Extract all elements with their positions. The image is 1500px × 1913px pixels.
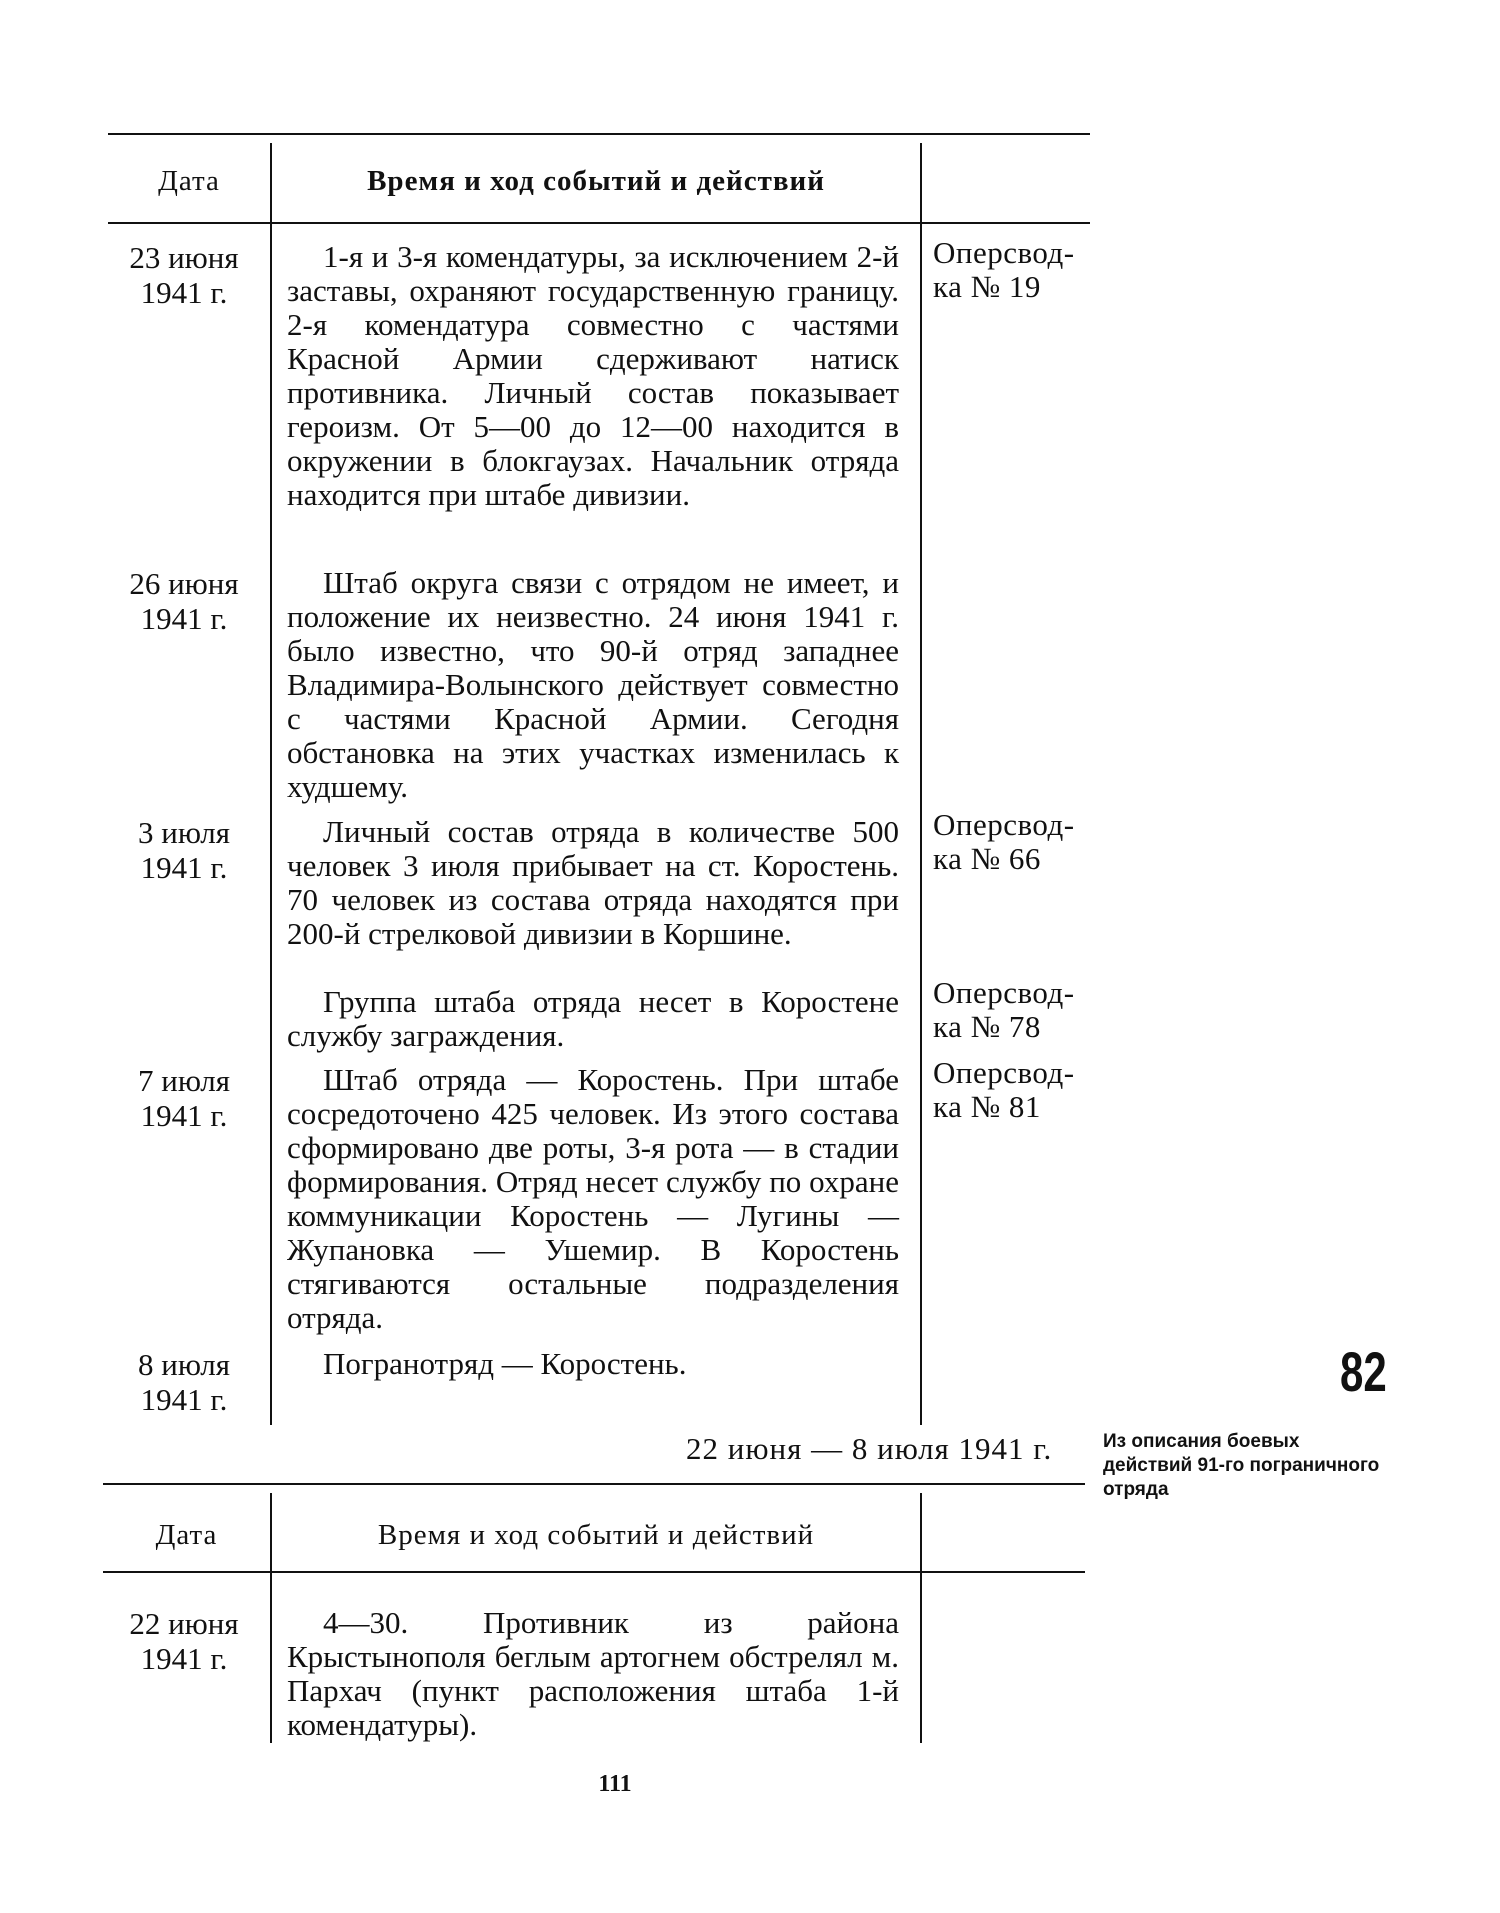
table2-col-divider-right <box>920 1493 922 1743</box>
table2-header-date: Дата <box>155 1519 218 1551</box>
table1-row5-text: Штаб отряда — Коростень. При штабе сосредоточено 425 человек. Из этого состава сформировано две роты, 3-я рота — в стадии формирования. Отряд несет службу по охране коммуникации Коростень — Лугины — Жупановка — Ушемир. В Коростень стягиваются остальные подразделения отряда. <box>287 1062 899 1335</box>
table1-header-events: Время и ход событий и действий <box>367 165 825 197</box>
note-line: Оперсвод- <box>933 975 1075 1010</box>
date-year: 1941 г. <box>140 601 228 636</box>
date-day: 22 июня <box>129 1606 239 1641</box>
table1-header-date: Дата <box>158 165 220 197</box>
table1-row1-note <box>933 236 1093 304</box>
document-number: 82 <box>1340 1340 1387 1403</box>
table1-row2-date <box>100 566 268 636</box>
note-line: ка № 19 <box>933 269 1041 304</box>
table1-row5-note <box>933 1056 1093 1124</box>
table1-top-rule <box>108 133 1090 135</box>
table1-row6-date <box>100 1347 268 1417</box>
table2-col-divider-left <box>270 1493 272 1743</box>
note-line: Оперсвод- <box>933 1055 1075 1090</box>
note-line: Оперсвод- <box>933 235 1075 270</box>
table1-row1-date <box>100 240 268 310</box>
date-year: 1941 г. <box>140 850 228 885</box>
table1-row3-date <box>100 815 268 885</box>
table2-row1-date <box>100 1606 268 1676</box>
table1-row5-date <box>100 1063 268 1133</box>
date-day: 3 июля <box>138 815 230 850</box>
table1-row1-text: 1-я и 3-я комендатуры, за исключением 2-й заставы, охраняют государственную границу. 2-я комендатура совместно с частями Красной Армии сдерживают натиск противника. Личный состав показывает героизм. От 5—00 до 12—00 находится в окружении в блокгаузах. Начальник отряда находится при штабе дивизии. <box>287 239 899 512</box>
date-year: 1941 г. <box>140 1098 228 1133</box>
date-year: 1941 г. <box>140 275 228 310</box>
document-title: Из описания боевых действий 91-го пограничного отряда <box>1103 1431 1380 1500</box>
table1-row3-text: Личный состав отряда в количестве 500 человек 3 июля прибывает на ст. Коростень. 70 человек из состава отряда находятся при 200-й стрелковой дивизии в Коршине. <box>287 814 899 951</box>
note-line: Оперсвод- <box>933 807 1075 842</box>
table1-row4-text: Группа штаба отряда несет в Коростене службу заграждения. <box>287 984 899 1053</box>
note-line: ка № 78 <box>933 1009 1041 1044</box>
table2-top-rule <box>103 1483 1085 1485</box>
page-number: 111 <box>598 1771 632 1797</box>
table2-header-events: Время и ход событий и действий <box>377 1519 815 1551</box>
note-line: ка № 66 <box>933 841 1041 876</box>
table1-col-divider-left <box>270 143 272 1425</box>
date-year: 1941 г. <box>140 1382 228 1417</box>
table1-row3-note <box>933 808 1093 876</box>
document-date-range: 22 июня — 8 июля 1941 г. <box>686 1431 1053 1466</box>
date-day: 8 июля <box>138 1347 230 1382</box>
table1-row6-text: Погранотряд — Коростень. <box>323 1346 687 1381</box>
date-day: 7 июля <box>138 1063 230 1098</box>
note-line: ка № 81 <box>933 1089 1041 1124</box>
table1-row4-note <box>933 976 1093 1044</box>
date-day: 23 июня <box>129 240 239 275</box>
table1-header-rule <box>108 222 1090 224</box>
table1-col-divider-right <box>920 143 922 1425</box>
table2-header-rule <box>103 1571 1085 1573</box>
date-day: 26 июня <box>129 566 239 601</box>
table1-row2-text: Штаб округа связи с отрядом не имеет, и положение их неизвестно. 24 июня 1941 г. было известно, что 90-й отряд западнее Владимира-Волынского действует совместно с частями Красной Армии. Сегодня обстановка на этих участках изменилась к худшему. <box>287 565 899 804</box>
date-year: 1941 г. <box>140 1641 228 1676</box>
table2-row1-text: 4—30. Противник из района Крыстынополя беглым артогнем обстрелял м. Пархач (пункт расположения штаба 1-й комендатуры). <box>287 1605 899 1742</box>
